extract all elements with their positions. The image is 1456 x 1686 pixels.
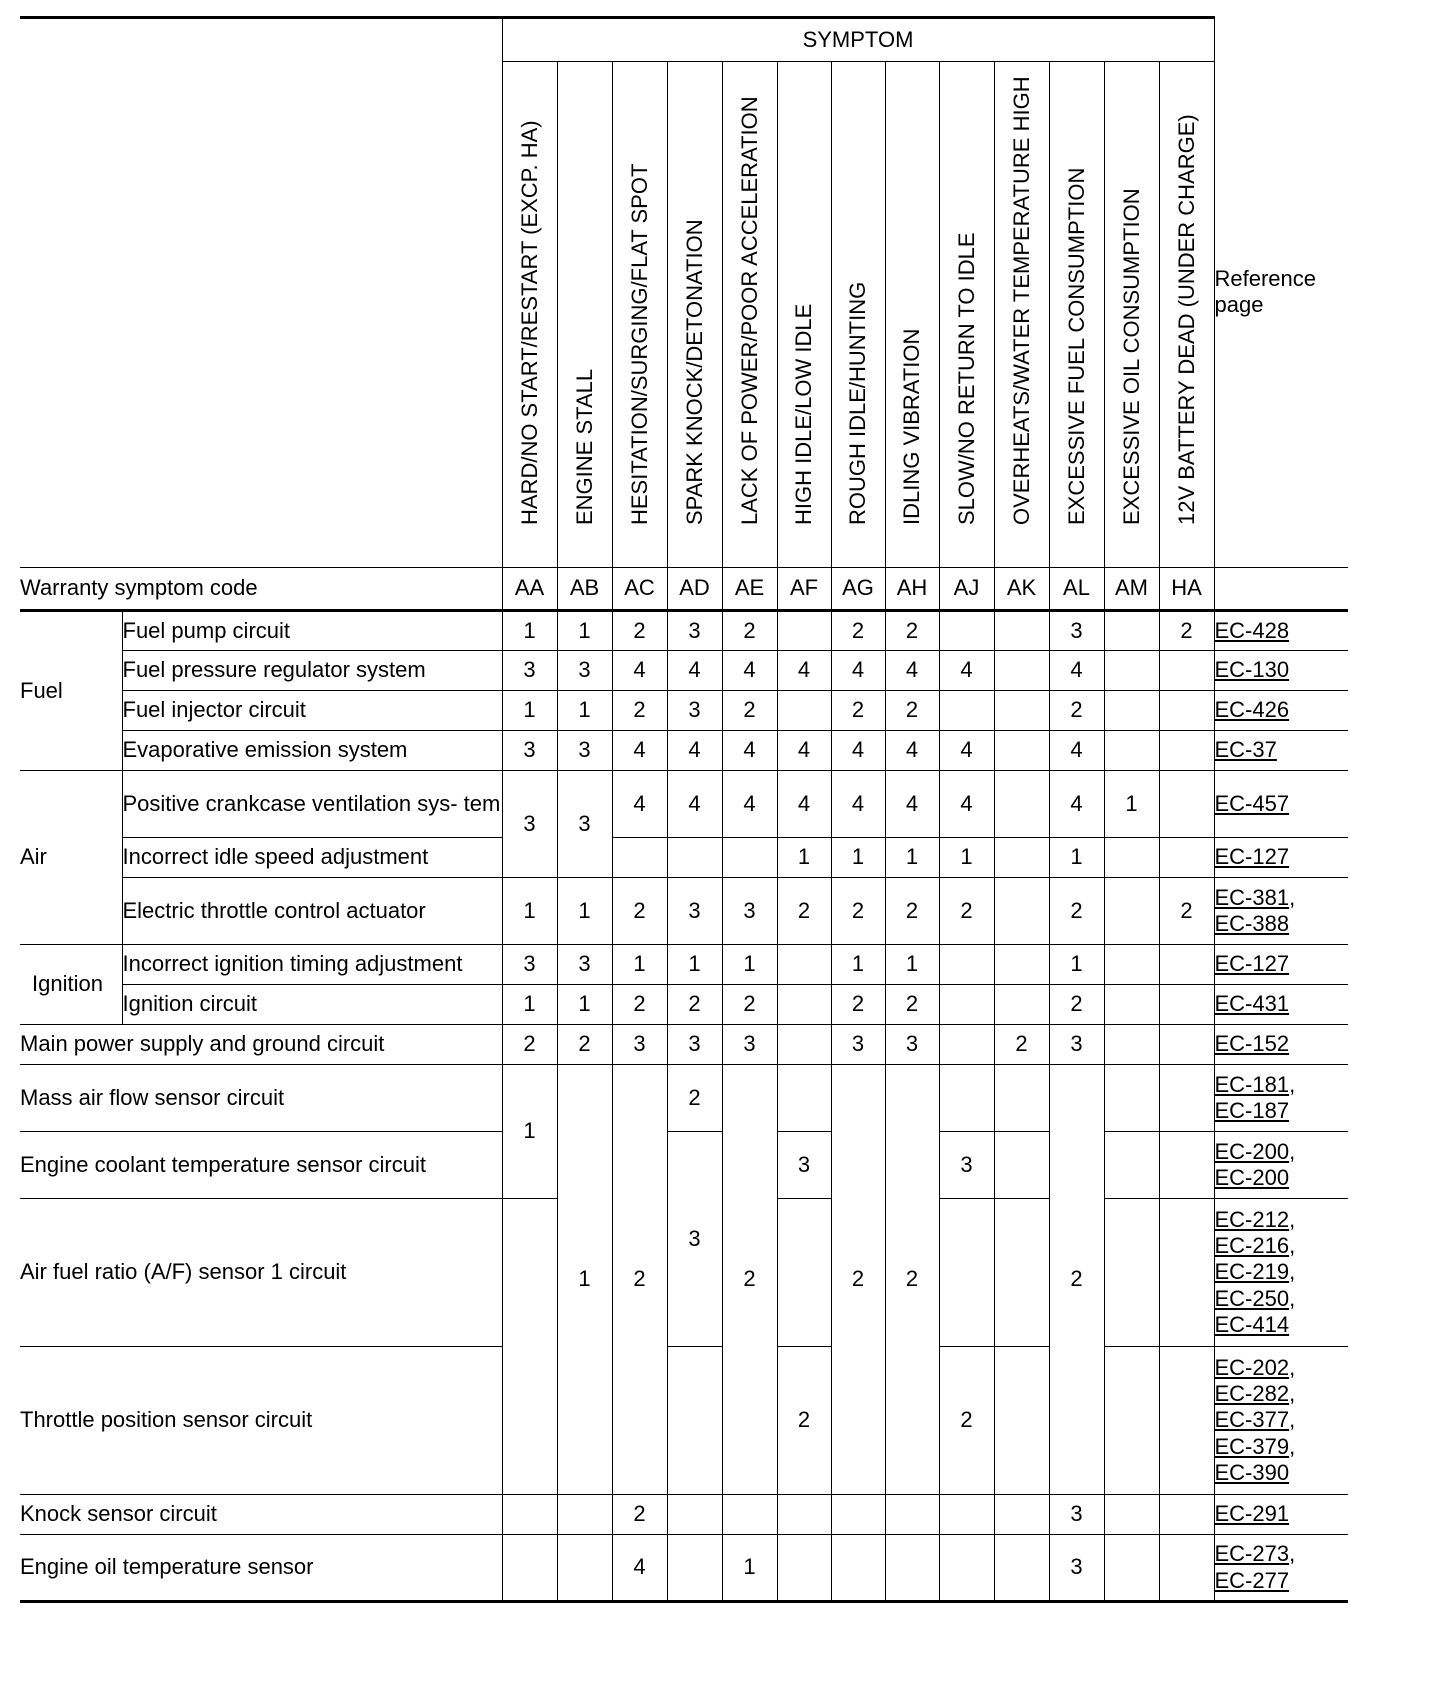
cell bbox=[939, 611, 994, 651]
reference-link[interactable]: EC-181 bbox=[1214, 1071, 1290, 1097]
reference-link[interactable]: EC-388 bbox=[1214, 911, 1290, 936]
cell bbox=[939, 1065, 994, 1132]
reference-link[interactable]: EC-130 bbox=[1214, 657, 1290, 683]
code-ad: AD bbox=[667, 568, 722, 611]
cell bbox=[994, 691, 1049, 731]
cell bbox=[1104, 838, 1159, 878]
cell: 1 bbox=[557, 878, 612, 945]
cell bbox=[994, 1199, 1049, 1347]
col-header-am: EXCESSIVE OIL CONSUMPTION bbox=[1104, 62, 1159, 568]
cell bbox=[667, 1535, 722, 1602]
table-row bbox=[20, 1065, 1348, 1132]
cell bbox=[1104, 611, 1159, 651]
cell: 1 bbox=[1104, 771, 1159, 838]
cell bbox=[994, 771, 1049, 838]
cell: 4 bbox=[831, 651, 885, 691]
reference-link[interactable]: EC-377 bbox=[1214, 1407, 1290, 1433]
row-label: Electric throttle control actuator bbox=[122, 878, 502, 945]
cell: 2 bbox=[722, 611, 777, 651]
cell bbox=[557, 1535, 612, 1602]
cell: 4 bbox=[831, 731, 885, 771]
cell bbox=[777, 1025, 831, 1065]
row-label: Positive crankcase ventilation sys- tem bbox=[122, 771, 502, 838]
cell bbox=[1104, 945, 1159, 985]
col-header-ak: OVERHEATS/WATER TEMPERATURE HIGH bbox=[994, 62, 1049, 568]
cell: 1 bbox=[557, 1065, 612, 1495]
cell: 4 bbox=[777, 771, 831, 838]
symptom-matrix-table bbox=[20, 16, 1348, 1603]
reference-link[interactable]: EC-414 bbox=[1214, 1312, 1290, 1338]
reference-cell bbox=[1214, 691, 1348, 731]
cell bbox=[994, 838, 1049, 878]
cell bbox=[994, 731, 1049, 771]
cell bbox=[1104, 731, 1159, 771]
cell bbox=[667, 1495, 722, 1535]
cell: 2 bbox=[722, 1065, 777, 1495]
col-header-aj: SLOW/NO RETURN TO IDLE bbox=[939, 62, 994, 568]
cell bbox=[939, 691, 994, 731]
row-label: Fuel injector circuit bbox=[122, 691, 502, 731]
reference-link[interactable]: EC-187 bbox=[1214, 1098, 1290, 1123]
table-row bbox=[20, 771, 1348, 838]
warranty-code-label: Warranty symptom code bbox=[20, 568, 502, 611]
cell: 1 bbox=[777, 838, 831, 878]
cell: 3 bbox=[667, 611, 722, 651]
reference-link[interactable]: EC-431 bbox=[1214, 991, 1290, 1017]
cell: 2 bbox=[831, 611, 885, 651]
cell: 2 bbox=[612, 691, 667, 731]
col-header-ha: 12V BATTERY DEAD (UNDER CHARGE) bbox=[1159, 62, 1214, 568]
row-label: Fuel pump circuit bbox=[122, 611, 502, 651]
table-row bbox=[20, 1495, 1348, 1535]
code-ha: HA bbox=[1159, 568, 1214, 611]
reference-heading-gap bbox=[1214, 568, 1348, 611]
cell: 3 bbox=[667, 1132, 722, 1347]
cell bbox=[831, 1535, 885, 1602]
row-label: Engine coolant temperature sensor circuit bbox=[20, 1132, 502, 1199]
cell: 2 bbox=[722, 691, 777, 731]
reference-cell bbox=[1214, 731, 1348, 771]
cell: 1 bbox=[885, 945, 939, 985]
cell bbox=[1104, 1132, 1159, 1199]
cell bbox=[831, 1495, 885, 1535]
cell bbox=[777, 1199, 831, 1347]
cell bbox=[667, 838, 722, 878]
reference-cell: EC-381, EC-388 bbox=[1214, 878, 1348, 945]
reference-link[interactable]: EC-200 bbox=[1214, 1138, 1290, 1164]
code-al: AL bbox=[1049, 568, 1104, 611]
cell bbox=[1104, 1535, 1159, 1602]
cell bbox=[994, 945, 1049, 985]
cell bbox=[502, 1495, 557, 1535]
col-header-af: HIGH IDLE/LOW IDLE bbox=[777, 62, 831, 568]
cell: 4 bbox=[667, 651, 722, 691]
reference-link[interactable]: EC-127 bbox=[1214, 844, 1290, 870]
reference-cell bbox=[1214, 651, 1348, 691]
reference-cell: EC-181, EC-187 bbox=[1214, 1065, 1348, 1132]
row-label: Mass air flow sensor circuit bbox=[20, 1065, 502, 1132]
cell bbox=[994, 1132, 1049, 1199]
cell bbox=[994, 611, 1049, 651]
reference-link[interactable]: EC-381 bbox=[1214, 884, 1290, 910]
cell bbox=[1159, 691, 1214, 731]
cell bbox=[994, 1347, 1049, 1495]
reference-link[interactable]: EC-200 bbox=[1214, 1165, 1290, 1190]
reference-link[interactable]: EC-457 bbox=[1214, 790, 1290, 816]
symptom-heading: SYMPTOM bbox=[502, 18, 1214, 62]
reference-link[interactable]: EC-202 bbox=[1214, 1354, 1290, 1380]
table-row bbox=[20, 945, 1348, 985]
code-ak: AK bbox=[994, 568, 1049, 611]
reference-link[interactable]: EC-282 bbox=[1214, 1380, 1290, 1406]
reference-link[interactable]: EC-152 bbox=[1214, 1031, 1290, 1057]
cell bbox=[1159, 1132, 1214, 1199]
cell bbox=[939, 1535, 994, 1602]
cell bbox=[994, 1495, 1049, 1535]
code-ac: AC bbox=[612, 568, 667, 611]
cell bbox=[1159, 731, 1214, 771]
cell bbox=[777, 611, 831, 651]
cell: 3 bbox=[557, 945, 612, 985]
cell: 1 bbox=[831, 945, 885, 985]
table-row bbox=[20, 691, 1348, 731]
table-row bbox=[20, 1535, 1348, 1602]
reference-link[interactable]: EC-379 bbox=[1214, 1433, 1290, 1459]
cell: 4 bbox=[1049, 771, 1104, 838]
cell: 3 bbox=[831, 1025, 885, 1065]
cell bbox=[939, 945, 994, 985]
cell: 3 bbox=[502, 771, 557, 878]
cell: 2 bbox=[612, 1495, 667, 1535]
cell: 1 bbox=[1049, 945, 1104, 985]
cell: 1 bbox=[1049, 838, 1104, 878]
cell: 3 bbox=[502, 945, 557, 985]
cell: 3 bbox=[667, 878, 722, 945]
cell bbox=[939, 1199, 994, 1347]
col-header-ah: IDLING VIBRATION bbox=[885, 62, 939, 568]
row-label: Main power supply and ground circuit bbox=[20, 1025, 502, 1065]
cell: 2 bbox=[885, 691, 939, 731]
reference-cell bbox=[1214, 838, 1348, 878]
reference-cell bbox=[1214, 1025, 1348, 1065]
cell: 4 bbox=[612, 651, 667, 691]
cell: 2 bbox=[612, 1065, 667, 1495]
cell: 2 bbox=[831, 691, 885, 731]
reference-cell bbox=[1214, 945, 1348, 985]
cell: 1 bbox=[722, 945, 777, 985]
cell: 4 bbox=[885, 651, 939, 691]
code-ab: AB bbox=[557, 568, 612, 611]
cell: 2 bbox=[722, 985, 777, 1025]
cell: 3 bbox=[557, 771, 612, 878]
cell: 4 bbox=[722, 771, 777, 838]
col-header-al: EXCESSIVE FUEL CONSUMPTION bbox=[1049, 62, 1104, 568]
group-air: Air bbox=[20, 771, 122, 945]
cell: 3 bbox=[502, 651, 557, 691]
cell bbox=[1159, 1495, 1214, 1535]
cell: 2 bbox=[939, 878, 994, 945]
code-ag: AG bbox=[831, 568, 885, 611]
code-ah: AH bbox=[885, 568, 939, 611]
cell bbox=[994, 878, 1049, 945]
cell: 2 bbox=[612, 985, 667, 1025]
cell: 1 bbox=[502, 1065, 557, 1199]
cell: 2 bbox=[612, 878, 667, 945]
cell bbox=[612, 838, 667, 878]
reference-link[interactable]: EC-291 bbox=[1214, 1501, 1290, 1527]
cell bbox=[667, 1347, 722, 1495]
cell: 2 bbox=[939, 1347, 994, 1495]
col-header-ae: LACK OF POWER/POOR ACCELERATION bbox=[722, 62, 777, 568]
row-label: Evaporative emission system bbox=[122, 731, 502, 771]
cell: 3 bbox=[557, 731, 612, 771]
reference-link[interactable]: EC-37 bbox=[1214, 737, 1277, 763]
cell: 1 bbox=[667, 945, 722, 985]
cell bbox=[722, 838, 777, 878]
cell: 4 bbox=[939, 731, 994, 771]
cell bbox=[1104, 878, 1159, 945]
row-label: Throttle position sensor circuit bbox=[20, 1347, 502, 1495]
cell: 4 bbox=[722, 651, 777, 691]
table-row bbox=[20, 731, 1348, 771]
table-row bbox=[20, 1347, 1348, 1495]
cell: 2 bbox=[777, 878, 831, 945]
cell bbox=[1159, 651, 1214, 691]
cell: 4 bbox=[939, 771, 994, 838]
cell: 1 bbox=[557, 985, 612, 1025]
reference-link[interactable]: EC-273 bbox=[1214, 1541, 1290, 1567]
cell bbox=[939, 985, 994, 1025]
table-row bbox=[20, 878, 1348, 945]
cell bbox=[885, 1535, 939, 1602]
code-aa: AA bbox=[502, 568, 557, 611]
reference-cell: EC-202, EC-282, EC-377, EC-379, EC-390 bbox=[1214, 1347, 1348, 1495]
cell: 2 bbox=[831, 878, 885, 945]
cell: 4 bbox=[667, 731, 722, 771]
cell: 4 bbox=[1049, 651, 1104, 691]
cell: 1 bbox=[557, 691, 612, 731]
reference-link[interactable]: EC-277 bbox=[1214, 1567, 1290, 1593]
cell: 3 bbox=[939, 1132, 994, 1199]
row-label: Engine oil temperature sensor bbox=[20, 1535, 502, 1602]
cell: 4 bbox=[612, 771, 667, 838]
table-row bbox=[20, 1132, 1348, 1199]
cell bbox=[1104, 985, 1159, 1025]
code-am: AM bbox=[1104, 568, 1159, 611]
cell bbox=[777, 985, 831, 1025]
cell: 1 bbox=[939, 838, 994, 878]
cell bbox=[1104, 1347, 1159, 1495]
reference-cell bbox=[1214, 771, 1348, 838]
cell: 2 bbox=[502, 1025, 557, 1065]
col-header-ad: SPARK KNOCK/DETONATION bbox=[667, 62, 722, 568]
cell bbox=[1159, 771, 1214, 838]
row-label: Air fuel ratio (A/F) sensor 1 circuit bbox=[20, 1199, 502, 1347]
reference-cell: EC-212, EC-216, EC-219, EC-250, EC-414 bbox=[1214, 1199, 1348, 1347]
cell: 3 bbox=[1049, 611, 1104, 651]
cell: 3 bbox=[557, 651, 612, 691]
cell: 4 bbox=[667, 771, 722, 838]
cell: 2 bbox=[831, 1065, 885, 1495]
code-ae: AE bbox=[722, 568, 777, 611]
col-header-ab: ENGINE STALL bbox=[557, 62, 612, 568]
reference-heading-text: Reference page bbox=[1214, 265, 1317, 318]
cell: 2 bbox=[1159, 878, 1214, 945]
col-header-ac: HESITATION/SURGING/FLAT SPOT bbox=[612, 62, 667, 568]
col-header-ag: ROUGH IDLE/HUNTING bbox=[831, 62, 885, 568]
cell: 1 bbox=[502, 691, 557, 731]
cell: 4 bbox=[612, 1535, 667, 1602]
reference-link[interactable]: EC-219 bbox=[1214, 1259, 1290, 1285]
cell bbox=[1104, 1065, 1159, 1132]
cell bbox=[1104, 1025, 1159, 1065]
cell: 1 bbox=[885, 838, 939, 878]
table-row bbox=[20, 651, 1348, 691]
cell bbox=[994, 1535, 1049, 1602]
cell: 2 bbox=[557, 1025, 612, 1065]
cell: 4 bbox=[777, 731, 831, 771]
table-row bbox=[20, 611, 1348, 651]
cell: 2 bbox=[667, 985, 722, 1025]
cell: 2 bbox=[1049, 1065, 1104, 1495]
reference-cell bbox=[1214, 985, 1348, 1025]
cell: 2 bbox=[1049, 691, 1104, 731]
cell bbox=[1104, 1199, 1159, 1347]
cell bbox=[777, 1535, 831, 1602]
cell: 3 bbox=[722, 878, 777, 945]
cell: 2 bbox=[831, 985, 885, 1025]
group-fuel: Fuel bbox=[20, 611, 122, 771]
reference-cell: EC-273, EC-277 bbox=[1214, 1535, 1348, 1602]
cell bbox=[777, 1495, 831, 1535]
cell: 2 bbox=[1049, 878, 1104, 945]
cell bbox=[1104, 1495, 1159, 1535]
row-label: Incorrect ignition timing adjustment bbox=[122, 945, 502, 985]
reference-link[interactable]: EC-250 bbox=[1214, 1285, 1290, 1311]
cell: 3 bbox=[885, 1025, 939, 1065]
cell: 1 bbox=[557, 611, 612, 651]
cell: 4 bbox=[831, 771, 885, 838]
cell: 3 bbox=[667, 691, 722, 731]
cell bbox=[1104, 691, 1159, 731]
reference-link[interactable]: EC-428 bbox=[1214, 617, 1290, 643]
cell: 4 bbox=[777, 651, 831, 691]
table-row bbox=[20, 1025, 1348, 1065]
cell: 1 bbox=[612, 945, 667, 985]
cell: 3 bbox=[612, 1025, 667, 1065]
reference-link[interactable]: EC-426 bbox=[1214, 697, 1290, 723]
code-af: AF bbox=[777, 568, 831, 611]
cell bbox=[777, 691, 831, 731]
cell: 1 bbox=[502, 611, 557, 651]
cell: 4 bbox=[612, 731, 667, 771]
reference-link[interactable]: EC-212 bbox=[1214, 1206, 1290, 1232]
cell bbox=[1159, 838, 1214, 878]
cell: 2 bbox=[1159, 611, 1214, 651]
cell: 2 bbox=[777, 1347, 831, 1495]
cell bbox=[939, 1495, 994, 1535]
reference-cell: EC-200, EC-200 bbox=[1214, 1132, 1348, 1199]
cell bbox=[557, 1495, 612, 1535]
cell: 4 bbox=[885, 731, 939, 771]
cell: 1 bbox=[831, 838, 885, 878]
cell: 3 bbox=[1049, 1495, 1104, 1535]
row-label: Fuel pressure regulator system bbox=[122, 651, 502, 691]
cell bbox=[1159, 1347, 1214, 1495]
cell: 4 bbox=[1049, 731, 1104, 771]
cell bbox=[1159, 1199, 1214, 1347]
cell: 1 bbox=[502, 878, 557, 945]
cell bbox=[1159, 1025, 1214, 1065]
cell bbox=[1159, 1535, 1214, 1602]
cell: 2 bbox=[885, 878, 939, 945]
cell: 2 bbox=[885, 985, 939, 1025]
reference-cell bbox=[1214, 1495, 1348, 1535]
cell: 2 bbox=[667, 1065, 722, 1132]
cell: 3 bbox=[1049, 1535, 1104, 1602]
cell: 3 bbox=[722, 1025, 777, 1065]
reference-link[interactable]: EC-216 bbox=[1214, 1232, 1290, 1258]
cell: 4 bbox=[885, 771, 939, 838]
cell: 2 bbox=[994, 1025, 1049, 1065]
cell bbox=[1104, 651, 1159, 691]
cell: 3 bbox=[667, 1025, 722, 1065]
cell: 1 bbox=[502, 985, 557, 1025]
cell: 1 bbox=[722, 1535, 777, 1602]
cell: 2 bbox=[1049, 985, 1104, 1025]
table-row bbox=[20, 985, 1348, 1025]
cell bbox=[1159, 945, 1214, 985]
cell: 4 bbox=[722, 731, 777, 771]
row-label: Incorrect idle speed adjustment bbox=[122, 838, 502, 878]
cell bbox=[939, 1025, 994, 1065]
row-label: Knock sensor circuit bbox=[20, 1495, 502, 1535]
reference-link[interactable]: EC-390 bbox=[1214, 1460, 1290, 1486]
reference-cell bbox=[1214, 611, 1348, 651]
reference-heading bbox=[1214, 18, 1348, 568]
cell bbox=[502, 1535, 557, 1602]
cell bbox=[1159, 985, 1214, 1025]
cell bbox=[1159, 1065, 1214, 1132]
cell bbox=[994, 1065, 1049, 1132]
cell bbox=[502, 1199, 557, 1495]
cell: 3 bbox=[777, 1132, 831, 1199]
cell bbox=[994, 651, 1049, 691]
col-header-aa: HARD/NO START/RESTART (EXCP. HA) bbox=[502, 62, 557, 568]
group-ignition: Ignition bbox=[20, 945, 122, 1025]
row-label: Ignition circuit bbox=[122, 985, 502, 1025]
table-row bbox=[20, 838, 1348, 878]
cell: 4 bbox=[939, 651, 994, 691]
cell bbox=[994, 985, 1049, 1025]
cell: 3 bbox=[502, 731, 557, 771]
cell: 2 bbox=[885, 1065, 939, 1495]
header-blank bbox=[20, 18, 502, 568]
code-aj: AJ bbox=[939, 568, 994, 611]
cell bbox=[885, 1495, 939, 1535]
cell: 2 bbox=[885, 611, 939, 651]
reference-link[interactable]: EC-127 bbox=[1214, 951, 1290, 977]
cell bbox=[722, 1495, 777, 1535]
cell: 2 bbox=[612, 611, 667, 651]
cell bbox=[777, 945, 831, 985]
cell: 3 bbox=[1049, 1025, 1104, 1065]
cell bbox=[777, 1065, 831, 1132]
